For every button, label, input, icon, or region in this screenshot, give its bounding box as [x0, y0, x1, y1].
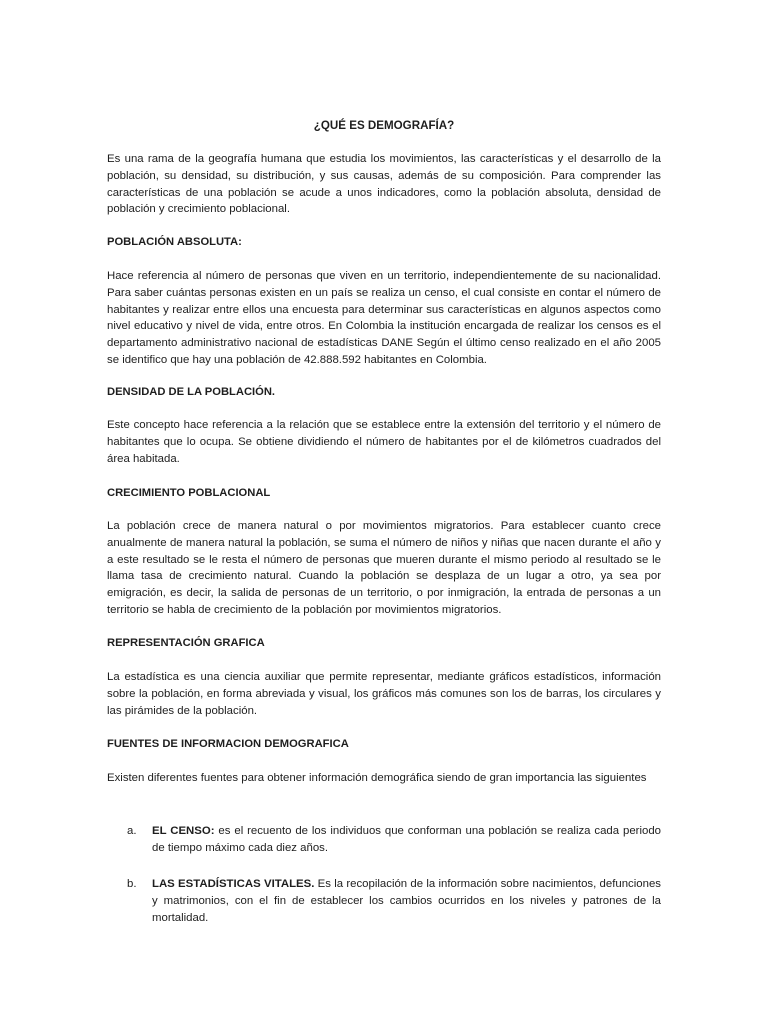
section-body-fuentes: Existen diferentes fuentes para obtener información demográfica siendo de gran importancia las siguientes — [107, 772, 647, 784]
list-item-text — [152, 823, 661, 857]
intro-paragraph: Es una rama de la geografía humana que estudia los movimientos, las características y el desarrollo de la población, su densidad, su distribución, y sus causas, además de su composición. Para comprender las características de una población se acude a unos indicadores, como la población absoluta, densidad de población y crecimiento poblacional. — [107, 153, 661, 216]
list-term: LAS ESTADÍSTICAS VITALES. — [152, 878, 315, 890]
list-item-estadisticas-vitales — [127, 876, 661, 926]
list-item-text — [152, 876, 661, 926]
list-item-censo — [127, 823, 661, 857]
section-body-representacion: La estadística es una ciencia auxiliar que permite representar, mediante gráficos estadísticos, información sobre la población, en forma abreviada y visual, los gráficos más comunes son los de barras, los circulares y las pirámides de la población. — [107, 671, 661, 717]
section-body-densidad: Este concepto hace referencia a la relación que se establece entre la extensión del territorio y el número de habitantes que lo ocupa. Se obtiene dividiendo el número de habitantes por el de kilómetros cuadrados del área habitada. — [107, 419, 661, 465]
section-body-crecimiento: La población crece de manera natural o por movimientos migratorios. Para establecer cuanto crece anualmente de manera natural la población, se suma el número de niños y niñas que nacen durante el año y a este resultado se le resta el número de personas que mueren durante el mismo periodo al resultado se le llama tasa de crecimiento natural. Cuando la población se desplaza de un lugar a otro, ya sea por emigración, es decir, la salida de personas de un territorio, o por inmigración, la entrada de personas a un territorio se habla de crecimiento de la población por movimientos migratorios. — [107, 520, 661, 616]
section-heading-poblacion-absoluta: POBLACIÓN ABSOLUTA: — [107, 236, 242, 248]
section-heading-representacion: REPRESENTACIÓN GRAFICA — [107, 637, 265, 649]
page-title: ¿QUÉ ES DEMOGRAFÍA? — [313, 119, 455, 132]
section-heading-fuentes: FUENTES DE INFORMACION DEMOGRAFICA — [107, 738, 349, 750]
list-description: Es la recopilación de la información sobre nacimientos, defunciones y matrimonios, con el fin de establecer los cambios ocurridos en los niveles y patrones de la mortalidad. — [152, 878, 661, 924]
section-heading-densidad: DENSIDAD DE LA POBLACIÓN. — [107, 386, 276, 398]
list-term: EL CENSO: — [152, 825, 215, 837]
list-marker: b. — [127, 878, 137, 890]
list-description: es el recuento de los individuos que conforman una población se realiza cada periodo de tiempo máximo cada diez años. — [152, 825, 661, 854]
section-body-poblacion-absoluta: Hace referencia al número de personas que viven en un territorio, independientemente de su nacionalidad. Para saber cuántas personas existen en un país se realiza un censo, el cual consiste en contar el número de habitantes y realizar entre ellos una encuesta para determinar sus características en algunos aspectos como nivel educativo y nivel de vida, entre otros. En Colombia la institución encargada de realizar los censos es el departamento administrativo nacional de estadísticas DANE Según el último censo realizado en el año 2005 se identifico que hay una población de 42.888.592 habitantes en Colombia. — [107, 270, 661, 366]
list-marker: a. — [127, 825, 137, 837]
section-heading-crecimiento: CRECIMIENTO POBLACIONAL — [107, 487, 271, 499]
